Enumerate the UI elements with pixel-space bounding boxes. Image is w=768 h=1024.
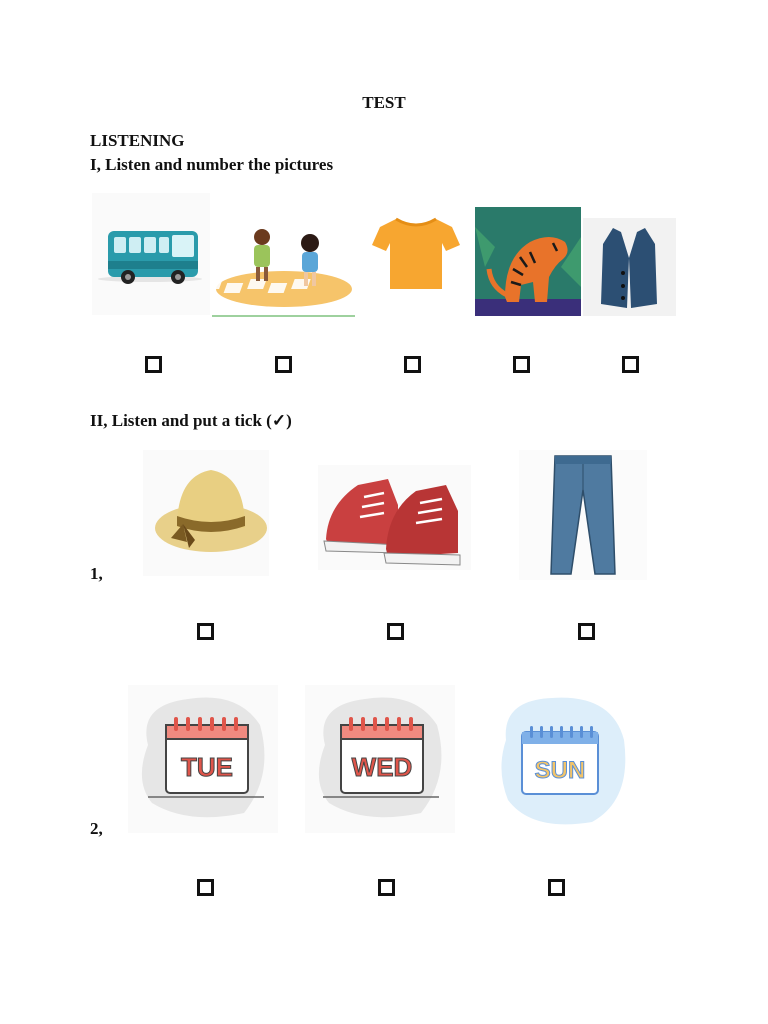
- number-box-hopscotch[interactable]: [275, 356, 292, 373]
- tick-box-wed[interactable]: [378, 879, 395, 896]
- calendar-tue-label: TUE: [181, 752, 233, 782]
- page-title: TEST: [362, 93, 406, 112]
- vest-image: [583, 218, 676, 316]
- number-box-bus[interactable]: [145, 356, 162, 373]
- hat-image: [143, 450, 269, 576]
- hopscotch-image: [212, 215, 355, 317]
- number-box-t-shirt[interactable]: [404, 356, 421, 373]
- tick-box-jeans[interactable]: [578, 623, 595, 640]
- t-shirt-image: [358, 197, 473, 315]
- tick-box-sun[interactable]: [548, 879, 565, 896]
- calendar-sun-image: [492, 690, 632, 830]
- calendar-sun-label: SUN: [534, 757, 586, 784]
- tick-box-sneakers[interactable]: [387, 623, 404, 640]
- bus-image: [92, 193, 210, 315]
- calendar-wed-label: WED: [351, 752, 413, 782]
- tick-box-hat[interactable]: [197, 623, 214, 640]
- number-box-vest[interactable]: [622, 356, 639, 373]
- calendar-wed-image: [305, 685, 455, 833]
- question-1-number: 1,: [90, 564, 103, 583]
- part2-heading: II, Listen and put a tick (✓): [90, 411, 292, 430]
- sneakers-image: [318, 465, 471, 570]
- part1-heading: I, Listen and number the pictures: [90, 155, 334, 174]
- section-heading: LISTENING: [90, 131, 185, 150]
- tiger-image: [475, 207, 581, 316]
- number-box-tiger[interactable]: [513, 356, 530, 373]
- tick-box-tue[interactable]: [197, 879, 214, 896]
- question-2-number: 2,: [90, 819, 103, 838]
- jeans-image: [519, 450, 647, 580]
- calendar-tue-image: [128, 685, 278, 833]
